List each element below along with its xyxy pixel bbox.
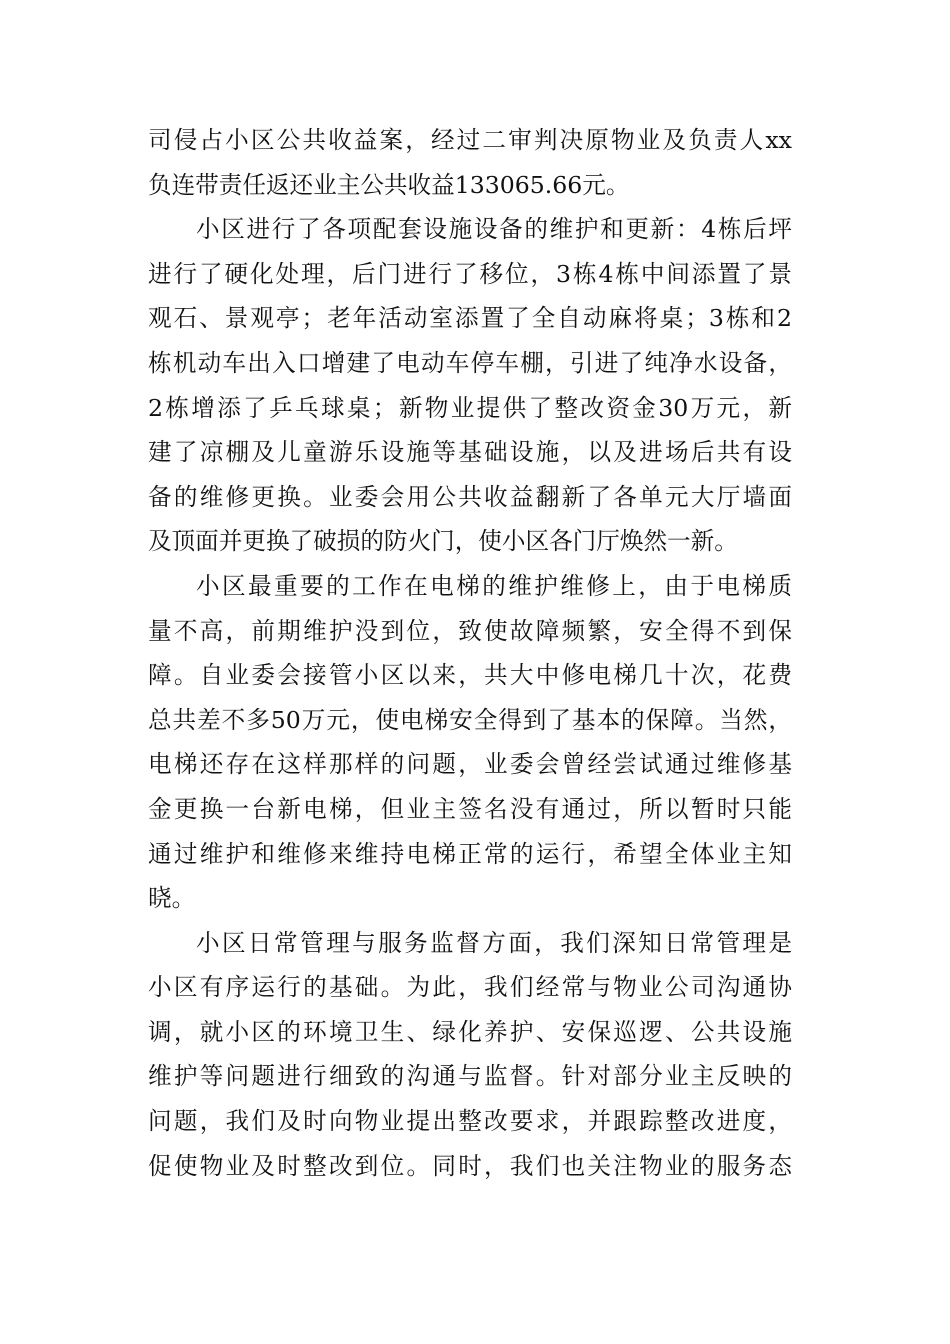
paragraph <box>148 118 792 207</box>
text-line: 促使物业及时整改到位。同时，我们也关注物业的服务态 <box>148 1151 792 1180</box>
text-line: 总共差不多50万元，使电梯安全得到了基本的保障。当然， <box>148 705 792 734</box>
text-line: 金更换一台新电梯，但业主签名没有通过，所以暂时只能 <box>148 794 792 823</box>
text-line: 司侵占小区公共收益案，经过二审判决原物业及负责人xx <box>148 126 792 154</box>
text-line: 小区进行了各项配套设施设备的维护和更新：4栋后坪 <box>196 215 792 244</box>
text-line: 进行了硬化处理，后门进行了移位，3栋4栋中间添置了景 <box>148 259 792 288</box>
text-line: 晓。 <box>148 884 196 913</box>
text-line: 电梯还存在这样那样的问题，业委会曾经尝试通过维修基 <box>148 750 792 779</box>
text-line: 及顶面并更换了破损的防火门，使小区各门厅焕然一新。 <box>148 527 738 556</box>
text-line: 障。自业委会接管小区以来，共大中修电梯几十次，花费 <box>148 661 792 690</box>
text-line: 备的维修更换。业委会用公共收益翻新了各单元大厅墙面 <box>148 482 792 511</box>
text-line: 观石、景观亭；老年活动室添置了全自动麻将桌；3栋和2 <box>148 304 792 333</box>
text-line: 负连带责任返还业主公共收益133065.66元。 <box>148 170 630 199</box>
paragraph <box>148 564 792 921</box>
text-line: 问题，我们及时向物业提出整改要求，并跟踪整改进度， <box>148 1107 792 1136</box>
text-line: 建了凉棚及儿童游乐设施等基础设施，以及进场后共有设 <box>148 438 792 467</box>
text-line: 调，就小区的环境卫生、绿化养护、安保巡逻、公共设施 <box>148 1017 792 1046</box>
text-line: 小区日常管理与服务监督方面，我们深知日常管理是 <box>196 928 792 957</box>
text-line: 2栋增添了乒乓球桌；新物业提供了整改资金30万元，新 <box>148 393 792 422</box>
document-body <box>148 118 792 1188</box>
text-line: 维护等问题进行细致的沟通与监督。针对部分业主反映的 <box>148 1062 792 1091</box>
text-line: 量不高，前期维护没到位，致使故障频繁，安全得不到保 <box>148 616 792 645</box>
paragraph <box>148 207 792 564</box>
text-line: 通过维护和维修来维持电梯正常的运行，希望全体业主知 <box>148 839 792 868</box>
text-line: 小区有序运行的基础。为此，我们经常与物业公司沟通协 <box>148 973 792 1002</box>
text-line: 小区最重要的工作在电梯的维护维修上，由于电梯质 <box>196 571 792 600</box>
text-line: 栋机动车出入口增建了电动车停车棚，引进了纯净水设备， <box>148 348 792 377</box>
paragraph <box>148 921 792 1189</box>
